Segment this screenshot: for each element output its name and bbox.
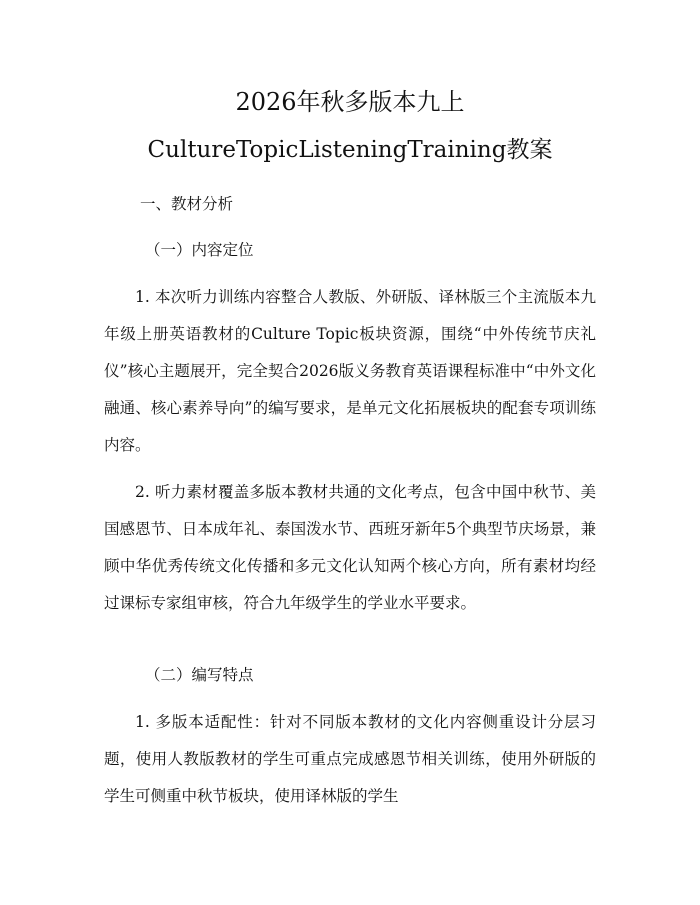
paragraph-1: 1. 本次听力训练内容整合人教版、外研版、译林版三个主流版本九年级上册英语教材的Culture Topic板块资源，围绕“中外传统节庆礼仪”核心主题展开，完全契合2026版义务教育英语课程标准中“中外文化融通、核心素养导向”的编写要求，是单元文化拓展板块的配套专项训练内容。 (104, 288, 596, 454)
document-title-line1: 2026年秋多版本九上 (235, 88, 465, 116)
section-heading-textbook-analysis: 一、教材分析 (140, 195, 234, 213)
document-title-line2: CultureTopicListeningTraining教案 (147, 137, 553, 163)
subsection-heading-content-positioning: （一）内容定位 (145, 241, 254, 259)
paragraph-3: 1. 多版本适配性：针对不同版本教材的文化内容侧重设计分层习题，使用人教版教材的学生可重点完成感恩节相关训练，使用外研版的学生可侧重中秋节板块，使用译林版的学生 (104, 713, 596, 805)
subsection-heading-writing-features: （二）编写特点 (145, 666, 254, 684)
paragraph-2: 2. 听力素材覆盖多版本教材共通的文化考点，包含中国中秋节、美国感恩节、日本成年礼、泰国泼水节、西班牙新年5个典型节庆场景，兼顾中华优秀传统文化传播和多元文化认知两个核心方向，所有素材均经过课标专家组审核，符合九年级学生的学业水平要求。 (104, 483, 596, 612)
